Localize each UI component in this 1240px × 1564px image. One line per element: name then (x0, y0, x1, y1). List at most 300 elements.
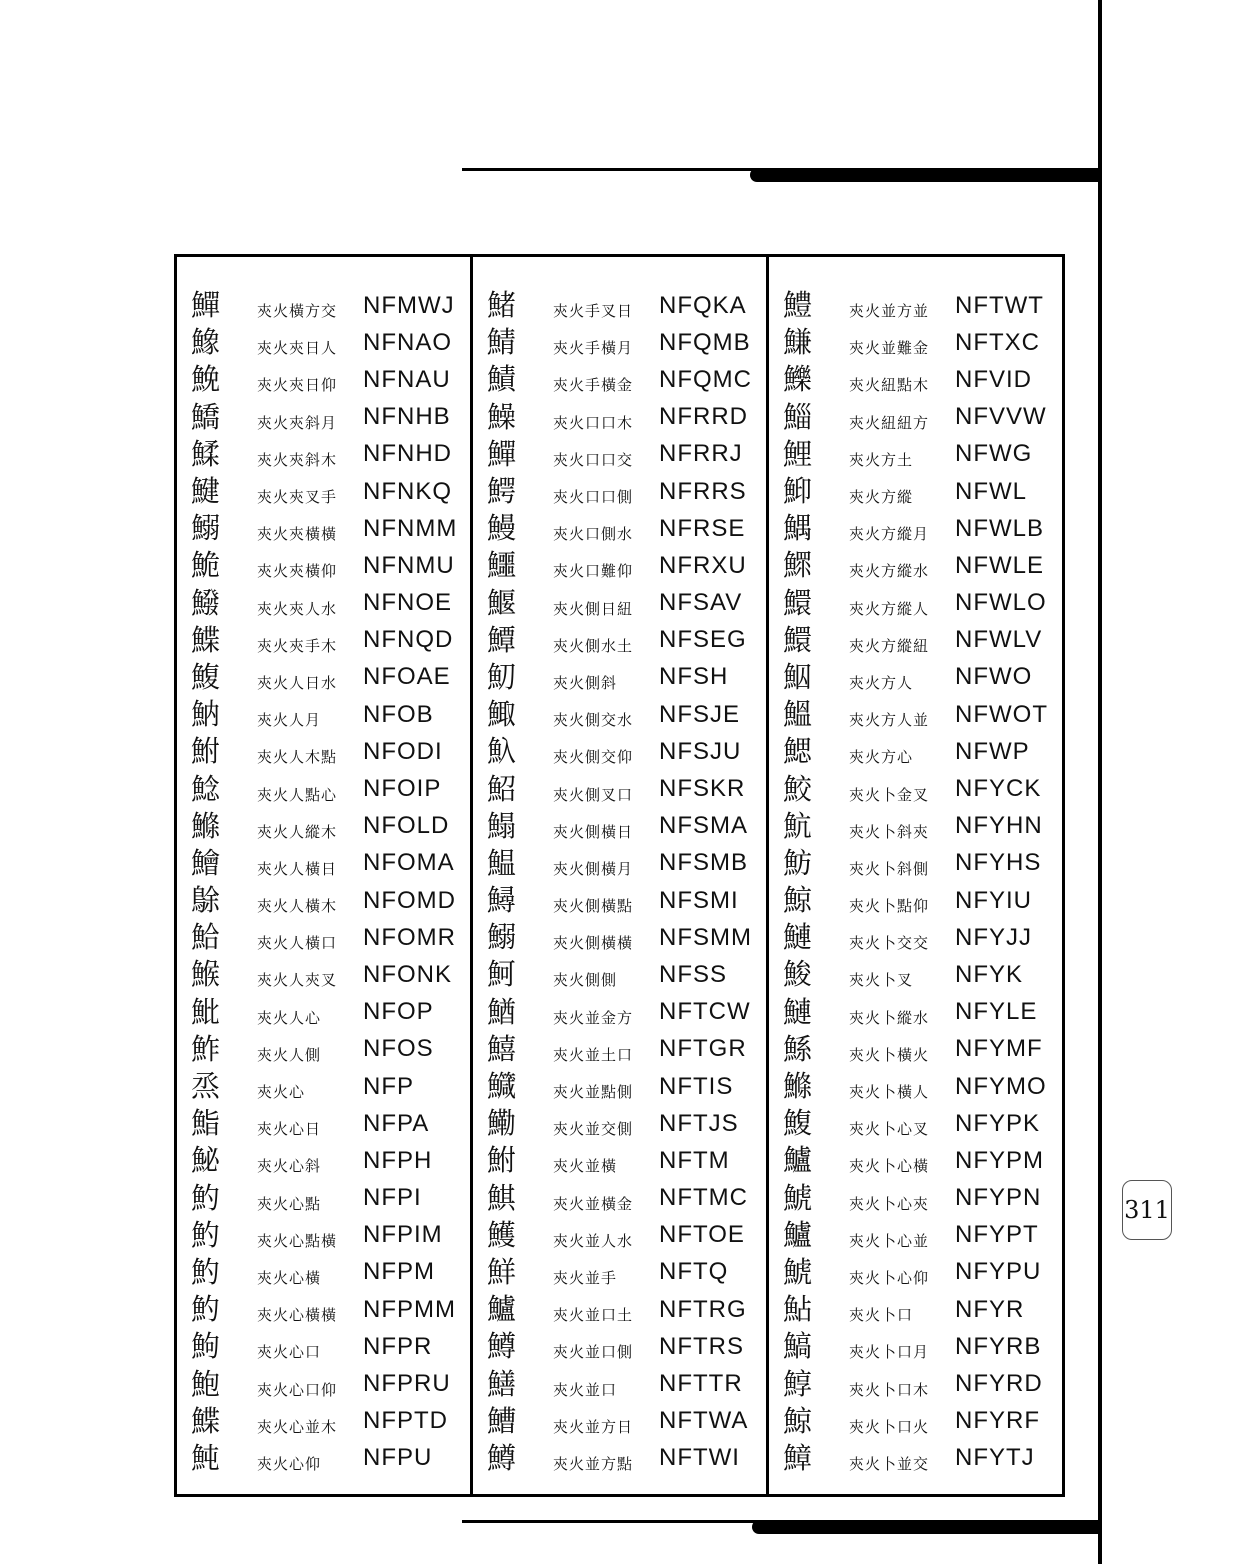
character-cell: 鯨 (783, 883, 813, 918)
character-cell: 鯉 (783, 436, 813, 471)
character-cell: 鱌 (191, 325, 221, 360)
table-row (177, 324, 470, 361)
table-row (473, 585, 766, 622)
radicals-cell: 㚒火卜口月 (849, 1343, 930, 1362)
code-cell: NFOIP (363, 775, 442, 803)
radicals-cell: 㚒火人縱木 (257, 822, 338, 841)
radicals-cell: 㚒火卜心仰 (849, 1268, 930, 1287)
character-cell: 鮠 (191, 548, 221, 583)
table-row (473, 1180, 766, 1217)
radicals-cell: 㚒火側橫橫 (553, 934, 634, 953)
table-row (177, 436, 470, 473)
radicals-cell: 㚒火側交水 (553, 711, 634, 730)
character-cell: 鮅 (191, 1143, 221, 1178)
character-cell: 鰷 (783, 1069, 813, 1104)
radicals-cell: 㚒火㚒橫仰 (257, 562, 338, 581)
radicals-cell: 㚒火心日 (257, 1120, 322, 1139)
table-row (473, 1031, 766, 1068)
code-cell: NFPH (363, 1146, 433, 1174)
character-cell: 鮯 (191, 920, 221, 955)
code-cell: NFYPM (955, 1146, 1044, 1174)
character-cell: 鯱 (783, 1180, 813, 1215)
character-cell: 鱞 (783, 622, 813, 657)
code-cell: NFPIM (363, 1221, 443, 1249)
character-cell: 鯱 (783, 1254, 813, 1289)
code-cell: NFSS (659, 960, 728, 988)
radicals-cell: 㚒火卜點仰 (849, 897, 930, 916)
character-cell: 鱷 (487, 548, 517, 583)
table-row (473, 1217, 766, 1254)
table-row (177, 399, 470, 436)
character-cell: 鱘 (487, 883, 517, 918)
code-cell: NFODI (363, 737, 443, 765)
code-cell: NFSJE (659, 700, 741, 728)
character-cell: 鱔 (487, 1366, 517, 1401)
character-cell: 鰇 (191, 436, 221, 471)
radicals-cell: 㚒火並土口 (553, 1045, 634, 1064)
table-row (473, 473, 766, 510)
table-row (473, 622, 766, 659)
code-cell: NFYRB (955, 1332, 1042, 1360)
code-cell: NFTGR (659, 1035, 747, 1063)
code-cell: NFSAV (659, 589, 743, 617)
radicals-cell: 㚒火㚒日人 (257, 339, 338, 358)
code-cell: NFYIU (955, 886, 1032, 914)
code-cell: NFSEG (659, 626, 747, 654)
radicals-cell: 㚒火並口側 (553, 1343, 634, 1362)
character-cell: 鰜 (783, 325, 813, 360)
character-cell: 鱢 (487, 399, 517, 434)
character-cell: 鮒 (191, 734, 221, 769)
character-cell: 魴 (783, 845, 813, 880)
radicals-cell: 㚒火口側水 (553, 525, 634, 544)
code-cell: NFTCW (659, 998, 751, 1026)
table-row (769, 1180, 1062, 1217)
table-row (769, 1403, 1062, 1440)
character-cell: 鱆 (783, 1440, 813, 1475)
table-row (473, 287, 766, 324)
table-row (473, 1068, 766, 1105)
table-row (177, 1403, 470, 1440)
table-row (473, 808, 766, 845)
radicals-cell: 㚒火側斜 (553, 673, 618, 692)
code-cell: NFTJS (659, 1109, 739, 1137)
table-row (473, 436, 766, 473)
table-column-1 (177, 257, 470, 1494)
character-cell: 鰥 (783, 548, 813, 583)
character-cell: 鯀 (783, 1031, 813, 1066)
table-row (177, 770, 470, 807)
table-row (177, 1291, 470, 1328)
code-cell: NFVVW (955, 403, 1047, 431)
character-cell: 鯔 (783, 399, 813, 434)
table-row (177, 659, 470, 696)
radicals-cell: 㚒火卜斜㚒 (849, 822, 930, 841)
code-cell: NFSMI (659, 886, 739, 914)
radicals-cell: 㚒火方心 (849, 748, 914, 767)
character-cell: 鱚 (487, 1031, 517, 1066)
character-cell: 鱍 (191, 585, 221, 620)
character-cell: 鰒 (191, 659, 221, 694)
table-row (473, 547, 766, 584)
radicals-cell: 㚒火㚒手木 (257, 636, 338, 655)
character-cell: 鰋 (487, 585, 517, 620)
character-cell: 鱏 (487, 622, 517, 657)
radicals-cell: 㚒火卜心叉 (849, 1120, 930, 1139)
radicals-cell: 㚒火側日紐 (553, 599, 634, 618)
character-cell: 魮 (191, 994, 221, 1029)
code-cell: NFQMC (659, 365, 752, 393)
radicals-cell: 㚒火卜叉 (849, 971, 914, 990)
table-row (769, 1217, 1062, 1254)
radicals-cell: 㚒火人橫日 (257, 859, 338, 878)
radicals-cell: 㚒火側水土 (553, 636, 634, 655)
radicals-cell: 㚒火並橫金 (553, 1194, 634, 1213)
character-cell: 鰒 (783, 1106, 813, 1141)
table-row (769, 399, 1062, 436)
radicals-cell: 㚒火卜並交 (849, 1454, 930, 1473)
table-row (177, 361, 470, 398)
radicals-cell: 㚒火㚒日仰 (257, 376, 338, 395)
character-cell: 鱵 (487, 1069, 517, 1104)
code-cell: NFWG (955, 440, 1033, 468)
code-cell: NFTIS (659, 1072, 734, 1100)
radicals-cell: 㚒火人橫木 (257, 897, 338, 916)
code-cell: NFNMM (363, 514, 458, 542)
code-cell: NFNAO (363, 328, 452, 356)
code-cell: NFYPK (955, 1109, 1041, 1137)
radicals-cell: 㚒火卜斜側 (849, 859, 930, 878)
code-cell: NFTRG (659, 1295, 747, 1323)
code-cell: NFWO (955, 663, 1033, 691)
table-row (177, 1217, 470, 1254)
code-cell: NFYMO (955, 1072, 1047, 1100)
table-row (177, 882, 470, 919)
code-cell: NFTQ (659, 1258, 729, 1286)
table-row (769, 770, 1062, 807)
character-cell: 鮻 (783, 957, 813, 992)
radicals-cell: 㚒火卜口木 (849, 1380, 930, 1399)
code-cell: NFRXU (659, 551, 747, 579)
character-cell: 鱳 (783, 362, 813, 397)
table-row (769, 808, 1062, 845)
radicals-cell: 㚒火卜口火 (849, 1417, 930, 1436)
character-cell: 鯫 (487, 697, 517, 732)
code-cell: NFPM (363, 1258, 435, 1286)
code-cell: NFWLV (955, 626, 1043, 654)
code-cell: NFRSE (659, 514, 746, 542)
character-cell: 鰱 (783, 920, 813, 955)
table-row (769, 1291, 1062, 1328)
table-row (769, 622, 1062, 659)
code-cell: NFYR (955, 1295, 1025, 1323)
code-cell: NFRRD (659, 403, 748, 431)
character-cell: 鰯 (487, 920, 517, 955)
code-cell: NFTOE (659, 1221, 745, 1249)
character-cell: 鱯 (487, 1217, 517, 1252)
radicals-cell: 㚒火方縱人 (849, 599, 930, 618)
table-row (769, 361, 1062, 398)
right-margin-rule (1098, 0, 1102, 1564)
radicals-cell: 㚒火手叉日 (553, 302, 634, 321)
radicals-cell: 㚒火心仰 (257, 1454, 322, 1473)
character-cell: 鱓 (191, 288, 221, 323)
code-table (174, 254, 1065, 1497)
radicals-cell: 㚒火人心 (257, 1008, 322, 1027)
table-row (769, 696, 1062, 733)
radicals-cell: 㚒火並金方 (553, 1008, 634, 1027)
character-cell: 魡 (191, 1292, 221, 1327)
table-row (177, 547, 470, 584)
table-row (177, 1031, 470, 1068)
table-row (177, 696, 470, 733)
code-cell: NFP (363, 1072, 414, 1100)
radicals-cell: 㚒火並人水 (553, 1231, 634, 1250)
character-cell: 鱸 (487, 1292, 517, 1327)
character-cell: 魡 (191, 1217, 221, 1252)
radicals-cell: 㚒火人側 (257, 1045, 322, 1064)
radicals-cell: 㚒火側交仰 (553, 748, 634, 767)
radicals-cell: 㚒火並難金 (849, 339, 930, 358)
code-cell: NFMWJ (363, 291, 455, 319)
table-row (473, 696, 766, 733)
radicals-cell: 㚒火㚒人水 (257, 599, 338, 618)
code-cell: NFPU (363, 1444, 433, 1472)
code-cell: NFOS (363, 1035, 434, 1063)
character-cell: 鰓 (783, 734, 813, 769)
radicals-cell: 㚒火心點橫 (257, 1231, 338, 1250)
table-row (177, 845, 470, 882)
radicals-cell: 㚒火手橫金 (553, 376, 634, 395)
radicals-cell: 㚒火人橫口 (257, 934, 338, 953)
character-cell: 鰱 (783, 994, 813, 1029)
table-row (177, 1365, 470, 1402)
character-cell: 鮫 (783, 771, 813, 806)
character-cell: 鯰 (191, 771, 221, 806)
code-cell: NFWLO (955, 589, 1047, 617)
table-row (769, 436, 1062, 473)
radicals-cell: 㚒火心點 (257, 1194, 322, 1213)
table-row (177, 1180, 470, 1217)
table-row (473, 919, 766, 956)
radicals-cell: 㚒火口口木 (553, 413, 634, 432)
character-cell: 鰐 (487, 474, 517, 509)
table-row (473, 659, 766, 696)
character-cell: 鯸 (191, 957, 221, 992)
radicals-cell: 㚒火側橫點 (553, 897, 634, 916)
radicals-cell: 㚒火側叉口 (553, 785, 634, 804)
character-cell: 魺 (487, 957, 517, 992)
code-cell: NFWLE (955, 551, 1044, 579)
code-cell: NFTWA (659, 1407, 749, 1435)
table-row (473, 845, 766, 882)
table-row (769, 882, 1062, 919)
table-row (769, 287, 1062, 324)
table-row (769, 919, 1062, 956)
radicals-cell: 㚒火口口交 (553, 450, 634, 469)
table-row (473, 399, 766, 436)
table-row (473, 1142, 766, 1179)
code-cell: NFWOT (955, 700, 1048, 728)
character-cell: 鮂 (783, 659, 813, 694)
character-cell: 鰻 (487, 511, 517, 546)
code-cell: NFNHD (363, 440, 452, 468)
character-cell: 魨 (191, 1440, 221, 1475)
radicals-cell: 㚒火卜橫人 (849, 1083, 930, 1102)
radicals-cell: 㚒火卜縱水 (849, 1008, 930, 1027)
character-cell: 鰈 (191, 622, 221, 657)
radicals-cell: 㚒火並方日 (553, 1417, 634, 1436)
character-cell: 魞 (487, 734, 517, 769)
code-cell: NFTTR (659, 1370, 743, 1398)
radicals-cell: 㚒火人月 (257, 711, 322, 730)
radicals-cell: 㚒火心口 (257, 1343, 322, 1362)
code-cell: NFSJU (659, 737, 742, 765)
character-cell: 鯨 (783, 1403, 813, 1438)
code-cell: NFQMB (659, 328, 751, 356)
character-cell: 鮮 (487, 1254, 517, 1289)
code-cell: NFPA (363, 1109, 430, 1137)
radicals-cell: 㚒火口口側 (553, 488, 634, 507)
table-row (769, 585, 1062, 622)
radicals-cell: 㚒火心橫 (257, 1268, 322, 1287)
code-cell: NFYRD (955, 1370, 1043, 1398)
radicals-cell: 㚒火心斜 (257, 1157, 322, 1176)
table-row (177, 1328, 470, 1365)
code-cell: NFTRS (659, 1332, 744, 1360)
radicals-cell: 㚒火卜交交 (849, 934, 930, 953)
code-cell: NFQKA (659, 291, 747, 319)
code-cell: NFYK (955, 960, 1024, 988)
table-row (769, 547, 1062, 584)
table-row (473, 1254, 766, 1291)
table-row (769, 510, 1062, 547)
radicals-cell: 㚒火心 (257, 1083, 306, 1102)
character-cell: 鱞 (783, 585, 813, 620)
table-row (769, 1142, 1062, 1179)
character-cell: 鯕 (487, 1180, 517, 1215)
character-cell: 鱎 (191, 399, 221, 434)
character-cell: 鰝 (783, 1329, 813, 1364)
character-cell: 魡 (191, 1180, 221, 1215)
character-cell: 鮓 (191, 1031, 221, 1066)
code-cell: NFOLD (363, 812, 450, 840)
code-cell: NFSMA (659, 812, 748, 840)
table-row (473, 510, 766, 547)
code-cell: NFOAE (363, 663, 451, 691)
character-cell: 鰛 (487, 845, 517, 880)
character-cell: 鯺 (487, 288, 517, 323)
table-row (177, 287, 470, 324)
character-cell: 鰿 (487, 362, 517, 397)
table-row (177, 510, 470, 547)
code-cell: NFPR (363, 1332, 433, 1360)
code-cell: NFYRF (955, 1407, 1040, 1435)
character-cell: 鰽 (487, 1403, 517, 1438)
radicals-cell: 㚒火並手 (553, 1268, 618, 1287)
table-row (769, 1031, 1062, 1068)
radicals-cell: 㚒火心橫橫 (257, 1306, 338, 1325)
character-cell: 鰈 (191, 1403, 221, 1438)
table-row (769, 1254, 1062, 1291)
code-cell: NFTM (659, 1146, 730, 1174)
table-row (177, 994, 470, 1031)
table-row (473, 994, 766, 1031)
table-row (473, 1328, 766, 1365)
code-cell: NFTMC (659, 1184, 748, 1212)
radicals-cell: 㚒火㚒斜木 (257, 450, 338, 469)
character-cell: 烝 (191, 1069, 221, 1104)
character-cell: 鮉 (487, 771, 517, 806)
radicals-cell: 㚒火卜金叉 (849, 785, 930, 804)
table-row (177, 1142, 470, 1179)
character-cell: 鱒 (487, 1440, 517, 1475)
radicals-cell: 㚒火並交側 (553, 1120, 634, 1139)
table-row (473, 361, 766, 398)
code-cell: NFYPU (955, 1258, 1042, 1286)
table-row (473, 1291, 766, 1328)
table-row (177, 622, 470, 659)
table-row (769, 473, 1062, 510)
character-cell: 魛 (487, 659, 517, 694)
table-row (769, 1328, 1062, 1365)
radicals-cell: 㚒火並橫 (553, 1157, 618, 1176)
character-cell: 鱸 (783, 1143, 813, 1178)
code-cell: NFTWI (659, 1444, 740, 1472)
radicals-cell: 㚒火心口仰 (257, 1380, 338, 1399)
code-cell: NFRRS (659, 477, 747, 505)
radicals-cell: 㚒火心並木 (257, 1417, 338, 1436)
table-column-3 (766, 257, 1062, 1494)
radicals-cell: 㚒火卜心㚒 (849, 1194, 930, 1213)
character-cell: 鮣 (783, 474, 813, 509)
character-cell: 鮒 (487, 1143, 517, 1178)
radicals-cell: 㚒火並口土 (553, 1306, 634, 1325)
code-cell: NFOP (363, 998, 434, 1026)
radicals-cell: 㚒火並點側 (553, 1083, 634, 1102)
code-cell: NFONK (363, 960, 452, 988)
radicals-cell: 㚒火並方並 (849, 302, 930, 321)
code-cell: NFWP (955, 737, 1030, 765)
radicals-cell: 㚒火方人並 (849, 711, 930, 730)
table-row (473, 882, 766, 919)
character-cell: 鮎 (783, 1292, 813, 1327)
character-cell: 鱓 (487, 436, 517, 471)
radicals-cell: 㚒火方縱月 (849, 525, 930, 544)
radicals-cell: 㚒火並方點 (553, 1454, 634, 1473)
table-row (769, 1105, 1062, 1142)
code-cell: NFOB (363, 700, 434, 728)
radicals-cell: 㚒火並口 (553, 1380, 618, 1399)
radicals-cell: 㚒火卜口 (849, 1306, 914, 1325)
radicals-cell: 㚒火側橫日 (553, 822, 634, 841)
code-cell: NFTXC (955, 328, 1040, 356)
radicals-cell: 㚒火方土 (849, 450, 914, 469)
code-cell: NFVID (955, 365, 1032, 393)
code-cell: NFYLE (955, 998, 1038, 1026)
code-cell: NFYHS (955, 849, 1042, 877)
radicals-cell: 㚒火人點心 (257, 785, 338, 804)
radicals-cell: 㚒火側側 (553, 971, 618, 990)
code-cell: NFOMR (363, 923, 456, 951)
code-cell: NFYMF (955, 1035, 1043, 1063)
table-row (473, 733, 766, 770)
code-cell: NFPTD (363, 1407, 448, 1435)
table-row (473, 1365, 766, 1402)
radicals-cell: 㚒火㚒叉手 (257, 488, 338, 507)
character-cell: 鯙 (783, 1366, 813, 1401)
table-row (473, 1403, 766, 1440)
